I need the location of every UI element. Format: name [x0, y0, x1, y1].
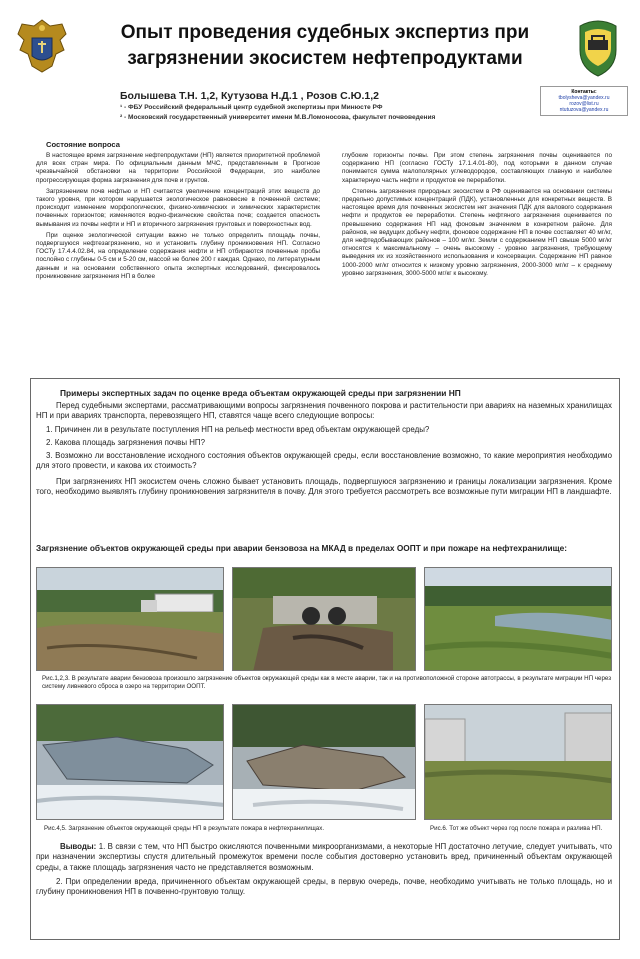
- authors: Болышева Т.Н. 1,2, Кутузова Н.Д.1 , Розов С.Ю.1,2: [120, 90, 380, 102]
- contacts-heading: Контакты:: [571, 89, 597, 95]
- caption-photos-1-3: Рис.1,2,3. В результате аварии бензовоза произошло загрязнение объектов окружающей среды как в месте аварии, так и на противоположной стороне автотрассы, в результате миграции НП через систему ливневого сброса в озеро на территории ООПТ.: [42, 675, 612, 690]
- photo-4: [36, 704, 224, 820]
- contacts-box: [540, 86, 628, 116]
- title-line-2: загрязнении экосистем нефтепродуктами: [127, 48, 523, 69]
- caption-photo-6: Рис.6. Тот же объект через год после пожара и разлива НП.: [430, 825, 603, 832]
- conclusion-1: 1. В связи с тем, что НП быстро окисляются почвенными микроорганизмами, а некоторые НП достаточно летучие, следует учитывать, что при назначении экспертизы спустя длительный промежуток времени после события достоверно установить вред, причиненный объектам окружающей среды, а также площадь загрязнения часто не представляется возможным.: [36, 842, 612, 872]
- examples-intro: Перед судебными экспертами, рассматривающими вопросы загрязнения почвенного покрова и растительности при авариях на наземных хранилищах НП и при авариях транспорта, перевозящего НП, ставятся чаще всего следующие вопросы:: [36, 401, 612, 421]
- text-column-right: [342, 152, 612, 281]
- examples-paragraph: При загрязнениях НП экосистем очень сложно бывает установить площадь, подвергшуюся загрязнению и границы локализации загрязнения. Кроме того, необходимо выявлять глубину проникновения загрязнителя в почву. Для этого требуется рассмотреть все возможные пути миграции НП в ландшафте.: [36, 476, 612, 497]
- conclusions: [36, 842, 612, 901]
- paragraph: Степень загрязнения природных экосистем в РФ оценивается на основании системы предельно допустимых концентраций (ПДК), установленных для конкретных веществ. В настоящее время для почвенных экосистем нет значения ПДК для валового содержания нефти и продуктов ее переработки. Степень нефтяного загрязнения оценивается по превышению содержания НП над фоновым значением в конкретном районе. Для районов, не ведущих добычу нефти, фоновое содержание НП в почве составляет 40 мг/кг, для нефтедобывающих районов – 100 мг/кг. Земли с содержанием НП свыше 5000 мг/кг относятся к максимальному – очень высокому - уровню загрязнения, требующему выведения их из хозяйственного использования и консервации. Содержание НП равное 1000-2000 мг/кг относится к низкому уровню загрязнения, 2000-3000 мг/кг – к среднему уровню загрязнения, 3000-5000 мг/кг к высокому.: [342, 187, 612, 277]
- examples-title: Примеры экспертных задач по оценке вреда объектам окружающей среды при загрязнении НП: [60, 388, 461, 398]
- examples-text: [36, 401, 612, 500]
- contact-email[interactable]: tbolysheva@yandex.ru: [558, 95, 610, 101]
- paragraph: При оценке экологической ситуации важно не только определить площадь почвы, подвергшуюся нефтезагрязнению, но и установить глубину проникновения НП. Согласно ГОСТу 17.4.4.02.84, на определение содержания нефти и НП отбираются почвенные пробы послойно с глубины 0-5 см и 5-20 см, массой не более 200 г каждая. Однако, по литературным данным и на основании собственного опыта экспертных исследований, фиксировалось проникновение загрязнения НП в более: [36, 231, 320, 280]
- question-item: 2. Какова площадь загрязнения почвы НП?: [46, 437, 205, 447]
- conclusions-lead: Выводы:: [60, 842, 97, 851]
- paragraph: В настоящее время загрязнение нефтепродуктами (НП) является приоритетной проблемой для всех стран мира. По официальным данным МЧС, представленным в Прогнозе чрезвычайной обстановки на территории Российской Федерации, это наиболее прогрессирующая форма загрязнения для почв и грунтов.: [36, 152, 320, 184]
- photo-2: [232, 567, 416, 671]
- university-emblem-icon: [572, 16, 624, 78]
- question-item: 1. Причинен ли в результате поступления НП на рельеф местности вред объектам окружающей среды?: [46, 424, 430, 434]
- affiliation-2: ² - Московский государственный университет имени М.В.Ломоносова, факультет почвоведения: [120, 114, 436, 121]
- title-line-1: Опыт проведения судебных экспертиз при: [120, 22, 530, 43]
- contact-email[interactable]: rozov@list.ru: [569, 101, 599, 107]
- question-item: 3. Возможно ли восстановление исходного состояния объектов окружающей среды, если восстановление возможно, то какие мероприятия необходимо для этого провести, и какова их стоимость?: [36, 451, 612, 471]
- contact-email[interactable]: ntutuzova@yandex.ru: [559, 107, 609, 113]
- affiliation-1: ¹ - ФБУ Российский федеральный центр судебной экспертизы при Минюсте РФ: [120, 104, 383, 111]
- section-title: Состояние вопроса: [46, 140, 120, 149]
- poster-title: [90, 20, 560, 72]
- conclusion-2: 2. При определении вреда, причиненного объектам окружающей среды, в первую очередь, почве, необходимо учитывать не только площадь, но и глубину проникновения НП в почвенно-грунтовую толщу.: [36, 876, 612, 897]
- photos-title: Загрязнение объектов окружающей среды при аварии бензовоза на МКАД в пределах ООПТ и при пожаре на нефтехранилище:: [36, 543, 567, 553]
- paragraph: Загрязнением почв нефтью и НП считается увеличение концентраций этих веществ до такого уровня, при котором нарушается экологическое равновесие в почвенной системе; происходит изменение морфологических, физико-химических и химических характеристик почвенных горизонтов; изменяются водно-физические свойства почв; создается опасность вымывания из почвы нефти и НП и вторичного загрязнения грунтовых и поверхностных вод.: [36, 187, 320, 228]
- photo-1: [36, 567, 224, 671]
- photo-3: [424, 567, 612, 671]
- ministry-emblem-icon: [14, 16, 70, 78]
- photo-6: [424, 704, 612, 820]
- caption-photos-4-5: Рис.4,5. Загрязнение объектов окружающей среды НП в результате пожара в нефтехранилищах.: [44, 825, 325, 832]
- text-column-left: [36, 152, 320, 284]
- photo-5: [232, 704, 416, 820]
- paragraph: глубокие горизонты почвы. При этом степень загрязнения почвы оценивается по содержанию НП (согласно ГОСТу 17.1.4.01-80), под которыми в данном случае понимается сумма малополярных углеводородов, составляющих главную и наиболее характерную часть нефти и продуктов ее переработки.: [342, 152, 612, 184]
